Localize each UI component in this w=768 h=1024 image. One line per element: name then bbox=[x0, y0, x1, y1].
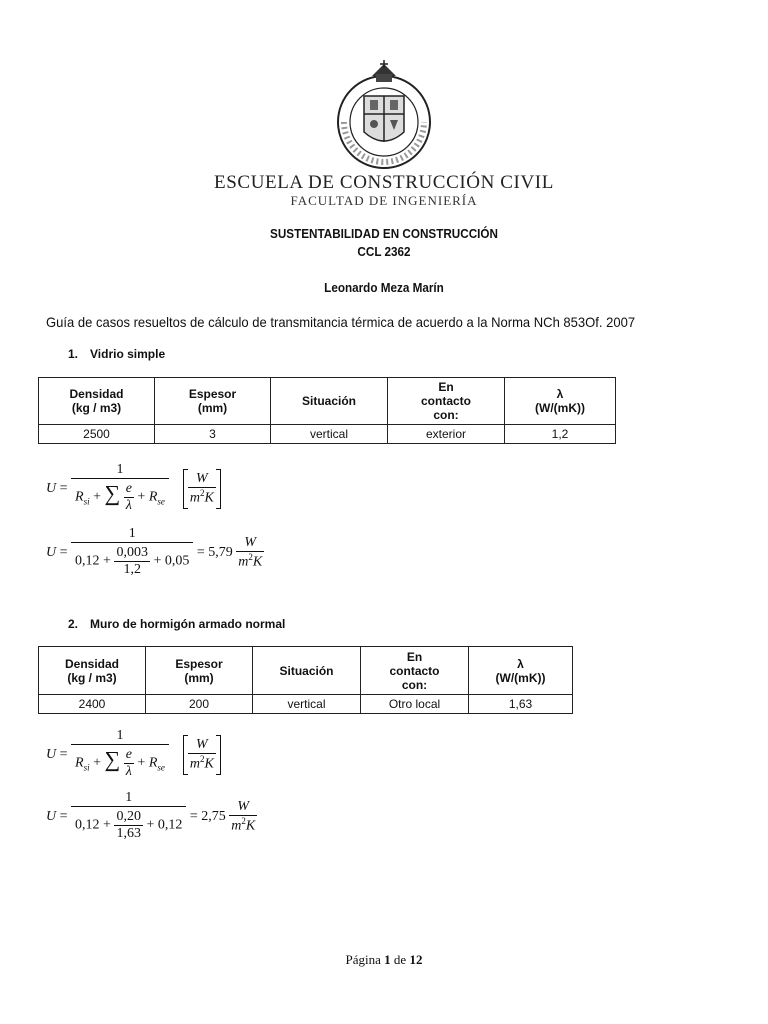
university-crest-icon bbox=[334, 58, 434, 172]
numeric-formula: U = 1 0,12 + $\frac{0,003}{1,2}$ + 0,05 = 5,79 $\frac{W}{m^2K}$ bbox=[46, 526, 264, 580]
cell-thickness: 200 bbox=[146, 695, 253, 714]
header-lambda: λ (W/(mK)) bbox=[469, 647, 573, 695]
cell-lambda: 1,63 bbox=[469, 695, 573, 714]
result-value: 2,75 bbox=[201, 809, 226, 824]
table-header-row bbox=[39, 378, 616, 425]
course-title: SUSTENTABILIDAD EN CONSTRUCCIÓN bbox=[270, 226, 498, 241]
properties-table bbox=[38, 377, 616, 444]
general-formula: U = 1 $R_{si}$ + ∑ $\frac{e}{\lambda}$ + $R_{se}$ $\frac{W}{m^2K}$ bbox=[46, 462, 221, 516]
header-density: Densidad (kg / m3) bbox=[39, 378, 155, 425]
unit-bracket: $\frac{W}{m^2K}$ bbox=[183, 469, 221, 509]
numeric-formula: U = 1 0,12 + $\frac{0,20}{1,63}$ + 0,12 = 2,75 $\frac{W}{m^2K}$ bbox=[46, 790, 257, 844]
header-thickness: Espesor (mm) bbox=[146, 647, 253, 695]
table-row bbox=[39, 425, 616, 444]
page-footer: Página 1 de 12 bbox=[345, 952, 423, 967]
header-situation: Situación bbox=[253, 647, 361, 695]
section-title: Muro de hormigón armado normal bbox=[90, 617, 286, 631]
course-code: CCL 2362 bbox=[357, 244, 411, 259]
section-number: 2. bbox=[68, 617, 79, 631]
header-situation: Situación bbox=[271, 378, 388, 425]
properties-table bbox=[38, 646, 573, 714]
header-lambda: λ (W/(mK)) bbox=[505, 378, 616, 425]
cell-lambda: 1,2 bbox=[505, 425, 616, 444]
cell-thickness: 3 bbox=[155, 425, 271, 444]
cell-contact: Otro local bbox=[361, 695, 469, 714]
section-heading bbox=[68, 617, 285, 631]
header-density: Densidad (kg / m3) bbox=[39, 647, 146, 695]
general-formula: U = 1 $R_{si}$ + ∑ $\frac{e}{\lambda}$ + $R_{se}$ $\frac{W}{m^2K}$ bbox=[46, 728, 221, 782]
page-total: 12 bbox=[409, 952, 423, 967]
section-number: 1. bbox=[68, 347, 79, 361]
author-name: Leonardo Meza Marín bbox=[324, 280, 444, 295]
result-value: 5,79 bbox=[208, 545, 233, 560]
cell-situation: vertical bbox=[271, 425, 388, 444]
cell-density: 2400 bbox=[39, 695, 146, 714]
header-thickness: Espesor (mm) bbox=[155, 378, 271, 425]
header-contact: En contacto con: bbox=[361, 647, 469, 695]
section-heading bbox=[68, 347, 165, 361]
cell-density: 2500 bbox=[39, 425, 155, 444]
school-title: ESCUELA DE CONSTRUCCIÓN CIVIL bbox=[214, 172, 554, 193]
cell-situation: vertical bbox=[253, 695, 361, 714]
table-header-row bbox=[39, 647, 573, 695]
header-contact: En contacto con: bbox=[388, 378, 505, 425]
unit-bracket: $\frac{W}{m^2K}$ bbox=[183, 735, 221, 775]
section-title: Vidrio simple bbox=[90, 347, 166, 361]
faculty-title: FACULTAD DE INGENIERÍA bbox=[290, 193, 478, 208]
cell-contact: exterior bbox=[388, 425, 505, 444]
table-row bbox=[39, 695, 573, 714]
page-number: 1 bbox=[384, 952, 391, 967]
intro-text: Guía de casos resueltos de cálculo de transmitancia térmica de acuerdo a la Norma NCh 853Of. 2007 bbox=[46, 314, 636, 330]
